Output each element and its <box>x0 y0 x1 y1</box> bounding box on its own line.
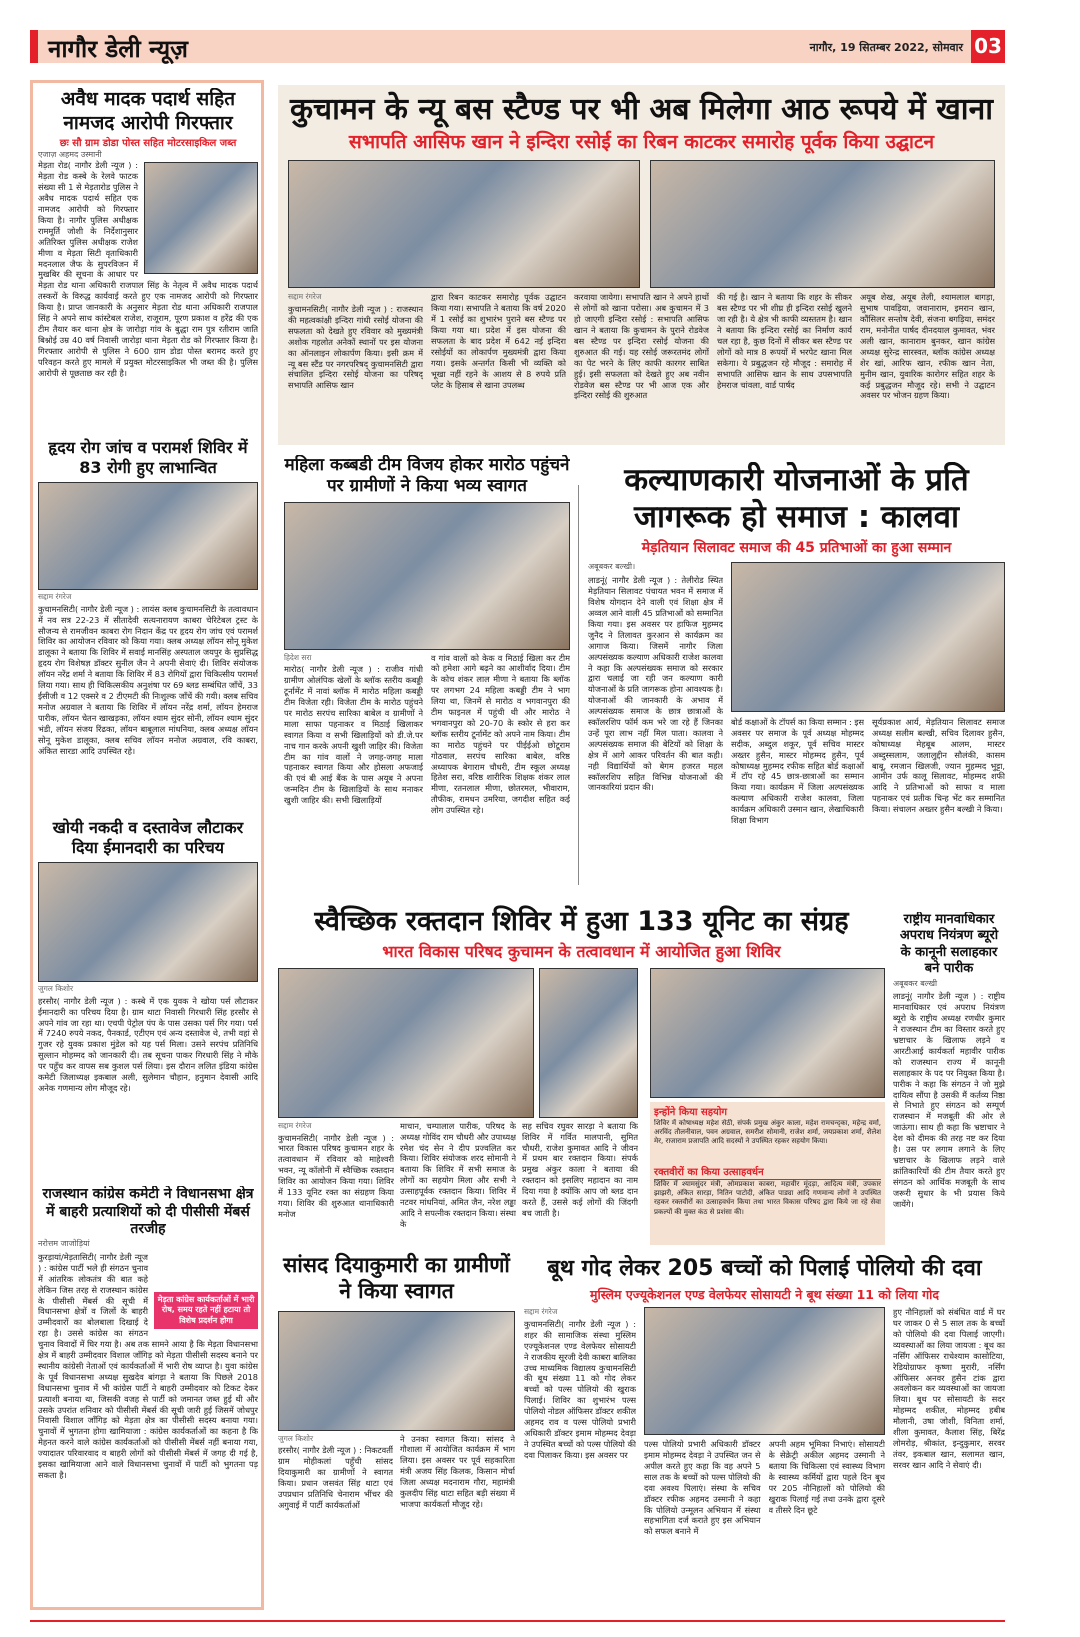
byline: एजाज़ अहमद उस्मानी <box>38 150 102 159</box>
story-polio <box>524 1255 1005 1610</box>
story-columns <box>588 562 1005 887</box>
headline: राष्ट्रीय मानवाधिकार अपराध नियंत्रण ब्यूरो के कानूनी सलाहकार बने पारीक <box>899 912 999 976</box>
blood-text-columns <box>278 1121 638 1245</box>
story-columns <box>278 968 885 1245</box>
police-photo <box>144 162 258 274</box>
highlight-box: मेड़ता कांग्रेस कार्यकर्ताओं में भारी रोष, समय रहते नहीं हटाया तो विशेष प्रदर्शन होगा <box>154 1292 258 1329</box>
story-col-3: सूर्यप्रकाश आर्य, मेड़तियान सिलावट समाज अध्यक्ष सलीम बल्खी, सचिव दिलावर हुसैन, कोषाध्यक्ष मेहबूब आलम, मास्टर अब्दुस्सलाम, जलालुद्दीन सौलंकी, कासम बाबू, रमजान खिलजी, ज्यान मुहम्मद भुट्टा, आमीन उर्फ कालू सिलावट, मोहम्मद शफी आदि ने प्रतिभाओं को साफा व माला पहनाकर एवं प्रतीक चिन्ह भेंट कर सम्मानित किया। संचालन अख्तर हुसैन बल्खी ने किया। <box>872 716 1005 815</box>
blood-camp-photo-3 <box>650 968 885 1098</box>
story-body: कुरड़ायां/मेड़तासिटी( नागौर डेली न्यूज ) : कांग्रेस पार्टी भले ही संगठन चुनाव में आंतरिक लोकतंत्र की बात कहे लेकिन जिस तरह से राजस्थान कांग्रेस के पीसीसी मेंबर्स की सूची में विधानसभा क्षेत्रों व जिलों के बाहरी उम्मीदवारों का बोलबाला दिखाई दे रहा है। उससे कांग्रेस का संगठन चुनाव विवादों में घिर गया है। अब तक सामने आया है कि मेड़ता विधानसभा क्षेत्र में बाहरी उम्मीदवार विशाल जाँगिड़ को मेड़ता पीसीसी सदस्य बनाने पर स्थानीय कांग्रेसी नेताओं एवं कार्यकर्ताओं में भारी रोष व्याप्त है। युवा कांग्रेस के पूर्व विधानसभा अध्यक्ष सुखदेव बांगड़ा ने बताया कि पिछले 2018 विधानसभा चुनाव में भी कांग्रेस पार्टी ने बाहरी उम्मीदवार को टिकट देकर प्रत्याशी बनाया था, जिसकी वजह से पार्टी को जमानत जब्त हुई थी और उसके उपरांत शनिवार को पीसीसी मेंबर्स की सूची जारी हुई जिसमें जोधपुर निवासी विशाल जाँगिड़ को मेड़ता क्षेत्र का पीसीसी सदस्य बनाया गया। चुनावों में भुगतना होगा खामियाजा : कांग्रेस कार्यकर्ताओं का कहना है कि मेहनत करने वाले कांग्रेस कार्यकर्ताओं को पीसीसी मेंबर्स नहीं बनाया गया, ज्यादातर परिवारवाद व बाहरी लोगों को पीसीसी मेंबर्स में जगह दी गई है, इसका खामियाजा आने वाले विधानसभा चुनावों में पार्टी को भुगतना पड़ सकता है। <box>38 1251 258 1481</box>
byline: अबूबकर बल्खी <box>893 979 938 988</box>
story-body: कुचामनसिटी( नागौर डेली न्यूज ) : लायंस क्लब कुचामनसिटी के तत्वावधान में नव सत्र 22-23 में सीतादेवी सत्यनारायण काबरा चेरिटेबल ट्रस्ट के सौजन्य से रामजीवन काबरा रोग निदान केंद्र पर हृदय रोग जांच एवं परामर्श शिविर का आयोजन रविवार को किया गया। क्लब अध्यक्ष लॉयन सोनू मुकेश डालूका ने बताया कि शिविर में सवाई मानसिंह अस्पताल जयपुर के सुप्रसिद्ध हृदय रोग विशेषज्ञ डॉक्टर सुनील जैन ने अपनी सेवाएं दी। शिविर संयोजक लॉयन नरेंद्र शर्मा ने बताया कि शिविर में 83 रोगियों द्वारा चिकित्सीय परामर्श लिया गया। साथ ही चिकित्सकीय अनुशंषा पर 69 ब्लड सम्बंधित जाँचें, 33 ईसीजी व 12 एक्सरे व 2 टीएमटी की निःशुल्क जाँचें की गयी। क्लब सचिव मनोज अग्रवाल ने बताया कि शिविर में लॉयन नरेंद्र शर्मा, लॉयन हेमराज पारीक, लॉयन चेतन खाखड़का, लॉयन श्याम सुंदर सोनी, लॉयन श्याम सुंदर भंडी, लॉयन संजय रिंढका, लॉयन बाबूलाल मांधनिया, क्लब अध्यक्ष लॉयन सोनू मुकेश डालूका, क्लब सचिव लॉयन मनोज अग्रवाल, रवि काबरा, अंकित सारडा आदि उपस्थित रहे। <box>38 603 258 756</box>
story-col-2: बोर्ड कक्षाओं के टॉपर्स का किया सम्मान : इस अवसर पर समाज के पूर्व अध्यक्ष मोहम्मद सदीक, अब्दुल शकूर, पूर्व सचिव मास्टर अख्तर हुसैन, मास्टर मोहम्मद हुसैन, पूर्व कोषाध्यक्ष मुहम्मद रफीक सहित बोर्ड कक्षाओं में टॉप रहे 45 छात्र-छात्राओं का सम्मान किया गया। कार्यक्रम में जिला अल्पसंख्यक कल्याण अधिकारी राजेश कालवा, जिला कार्यक्रम अधिकारी उस्मान खान, लेखाधिकारी शिक्षा विभाग <box>731 716 864 826</box>
kabaddi-photo <box>284 502 570 650</box>
byline: सद्दाम रंगरेज <box>278 1120 312 1130</box>
story-col-1: हरसौर( नागौर डेली न्यूज ) : निकटवर्ती ग्राम मोहीकलां पहुँची सांसद दियाकुमारी का ग्रामीणों ने स्वागत किया। प्रधान जसवंत सिंह थाटा एवं उपप्रधान प्रतिनिधि चेनाराम भींचर की अगुवाई में पार्टी कार्यकर्ताओं <box>278 1445 393 1510</box>
lead-photos <box>288 160 995 288</box>
lead-columns <box>288 292 995 439</box>
blood-photos <box>278 968 638 1118</box>
subheadline: मेड़तियान सिलावट समाज की 45 प्रतिभाओं का हुआ सम्मान <box>641 540 952 557</box>
polio-photo <box>644 1307 885 1435</box>
masthead-accent <box>30 30 38 63</box>
story-col-1-wrap <box>524 1307 636 1610</box>
lead-subheadline: सभापति आसिफ खान ने इन्दिरा रसोई का रिबन काटकर समारोह पूर्वक किया उद्घाटन <box>348 130 935 153</box>
headline: कल्याणकारी योजनाओं के प्रति जागरूक हो समाज : कालवा <box>624 462 969 536</box>
story-col-4: हुए नौनिहालों को संबंधित वार्ड में घर घर जाकर 0 से 5 साल तक के बच्चों को पोलियो की दवा पिलाई जाएगी। व्यवस्थाओं का लिया जायजा : बूथ का नर्सिंग ऑफिसर राधेश्याम कासोटिया, रेडियोग्राफर कृष्णा मुरारी, नर्सिंग ऑफिसर अनवर हुसैन टांक द्वारा अवलोकन कर व्यवस्थाओं का जायजा लिया। बूथ पर सोसायटी के सदर मोहम्मद शकील, मोहम्मद हबीब मौलानी, उषा जोशी, विनिता शर्मा, शीला कुमावत, कैलाश सिंह, बिरेंद्र लोमरोड़, श्रीकांत, इन्दुकुमार, सरवर तंवर, इकबाल खान, सलामत खान, सरवर खान आदि ने सेवाएं दी। <box>893 1307 1005 1470</box>
story-body: मेड़ता रोड( नागौर डेली न्यूज ) : मेड़ता रोड कस्बे के रेलवे फाटक संख्या सी 1 से मेड़तारोड पुलिस ने अवैध मादक पदार्थ सहित एक नामजद आरोपी को गिरफ्तार किया है। नागौर पुलिस अधीक्षक राममूर्ति जोशी के निर्देशानुसार अतिरिक्त पुलिस अधीक्षक राजेश मीणा व मेड़ता सिटी वृताधिकारी मदनलाल जैफ के सुपरविजन में मुखबिर की सूचना के आधार पर मेड़ता रोड थाना अधिकारी राजपाल सिंह के नेतृत्व में अवैध मादक पदार्थ तस्करों के विरुद्ध कार्यवाई करते हुए एक नामजद आरोपी को गिरफ्तार किया है। प्राप्त जानकारी के अनुसार मेड़ता रोड थाना अधिकारी राजपाल सिंह ने अपने साथ कांस्टेबल राजेश, राजूराम, पूरण प्रकाश व हरेंद्र की एक टीम तैयार कर थाना क्षेत्र के जारोड़ा गांव के बुद्धा राम पुत्र रतीराम जाति बिश्नोई उम्र 40 वर्ष निवासी जारोड़ा थाना मेड़ता रोड को गिरफ्तार किया है। गिरफ्तार आरोपी से पुलिस ने 600 ग्राम डोडा पोस्त बरामद करते हुए परिवहन करते हुए मामले में प्रयुक्त मोटरसाइकिल भी जब्त की है। पुलिस आरोपी से पूछताछ कर रही है। <box>38 160 258 378</box>
headline: राजस्थान कांग्रेस कमेटी ने विधानसभा क्षेत्र में बाहरी प्रत्याशियों को दी पीसीसी मेंबर्स तरजीह <box>42 1186 254 1237</box>
story-human-rights <box>893 912 1005 1244</box>
story-middle-block <box>644 1307 885 1610</box>
story-honesty <box>38 818 258 1180</box>
byline: अबूबकर बल्खी। <box>588 561 636 571</box>
heart-camp-photo <box>38 482 258 590</box>
story-columns <box>524 1307 1005 1610</box>
story-subcolumns <box>731 717 1005 887</box>
lead-col-4: की गई है। खान ने बताया कि शहर के सीकर बस स्टैण्ड पर भी शीघ्र ही इन्दिरा रसोई खुलने जा रही है। ये क्षेत्र भी काफी व्यस्ततम है। खान ने बताया कि इन्दिरा रसोई का निर्माण कार्य चल रहा है, कुछ दिनों में सीकर बस स्टैण्ड पर लोगों को मात्र 8 रूपयों में भरपेट खाना मिल सकेगा। ये प्रबुद्धजन रहे मौजूद : समारोह में सभापति आसिफ खान के साथ उपसभापति हेमराज चांवला, वार्ड पार्षद <box>717 292 852 390</box>
subheadline: मुस्लिम एज्यूकेशनल एण्ड वेलफेयर सोसायटी ने बूथ संख्या 11 को लिया गोद <box>589 1286 939 1302</box>
issue-date: नागौर, 19 सितम्बर 2022, सोमवार <box>809 41 963 54</box>
story-col-1-wrap <box>278 1121 394 1245</box>
blood-info-box <box>650 1102 885 1245</box>
blood-camp-photo-1 <box>278 968 534 1118</box>
story-left-block <box>278 968 638 1245</box>
story-col-2: पल्स पोलियो प्रभारी अधिकारी डॉक्टर इमाम मोहम्मद देवड़ा ने उपस्थित जन से अपील करते हुए कहा कि वह अपने 5 साल तक के बच्चों को पल्स पोलियो की दवा अवश्य पिलाएं। संस्था के सचिव डॉक्टर रफीक अहमद उस्मानी ने कहा कि पोलियो उन्मूलन अभियान में संस्था सहभागिता दर्ज कराते हुए इस अभियान को सफल बनाने में <box>644 1439 761 1537</box>
story-mp-welcome <box>278 1252 515 1610</box>
story-col-2: ने उनका स्वागत किया। सांसद ने गौशाला में आयोजित कार्यक्रम में भाग लिया। इस अवसर पर पूर्व सहकारिता मंत्री अजय सिंह किलक, किसान मोर्चा जिला अध्यक्ष मदनाराम गौरा, महामंत्री कुलदीप सिंह थाटा सहित बड़ी संख्या में भाजपा कार्यकर्ता मौजूद रहे। <box>400 1433 515 1509</box>
story-body: लाडनूं( नागौर डेली न्यूज ) : राष्ट्रीय मानवाधिकार एवं अपराध नियंत्रण ब्यूरो के राष्ट्रीय अध्यक्ष रणधीर कुमार ने राजस्थान टीम का विस्तार करते हुए भ्रष्टाचार के खिलाफ लड़ने व आरटीआई कार्यकर्ता महावीर पारीक को राजस्थान राज्य में कानूनी सलाहकार के पद पर नियुक्त किया है। पारीक ने कहा कि संगठन ने जो मुझे दायित्व सौंपा है उसकी मैं कर्तव्य निष्ठा से निभाते हुए संगठन को सम्पूर्ण राजस्थान में मजबूती की ओर ले जाऊंगा। साथ ही कहा कि भ्रष्टाचार ने देश को दीमक की तरह नष्ट कर दिया है। उस पर लगाम लगाने के लिए भ्रष्टाचार के खिलाफ लड़ने वाले क्रांतिकारियों की टीम तैयार करते हुए संगठन को आर्थिक मजबूती के साथ जरूरी सुधार के भी प्रयास किये जायेंगे। <box>893 991 1005 1209</box>
footer-rule <box>30 1620 1005 1622</box>
story-blood-donation <box>278 905 885 1245</box>
story-right-block <box>650 968 885 1245</box>
column-divider <box>578 485 579 885</box>
story-col-1-wrap <box>284 653 423 886</box>
indira-rasoi-photo-2 <box>650 160 995 288</box>
story-col-1-wrap <box>278 1434 393 1611</box>
story-heart-camp <box>38 438 258 816</box>
story-kabaddi <box>284 455 570 885</box>
lead-col-1: कुचामनसिटी( नागौर डेली न्यूज ) : राजस्थान की महत्वकांक्षी इन्दिरा गांधी रसोई योजना की सफलता को देखते हुए रविवार को मुख्यमंत्री अशोक गहलोत अनेकों स्थानों पर इस योजना का ऑनलाइन लोकार्पण किया। इसी क्रम में न्यू बस स्टैंड पर नगरपरिषद् कुचामनसिटी द्वारा संचालित इन्दिरा रसोई योजना का परिषद् सभापति आसिफ खान <box>288 304 423 391</box>
felicitation-photo <box>731 562 1005 712</box>
story-congress <box>38 1186 258 1606</box>
story-col-3: सह सचिव रघुवर सारड़ा ने बताया कि शिविर में गर्वित मालपानी, सुमित चौधरी, राजेश कुमावत आदि ने जीवन में प्रथम बार रक्तदान किया। संपर्क प्रमुख अंकुर काला ने बताया की रक्तदान को इसलिए महादान का नाम दिया गया है क्योंकि आप जो ब्लड दान करते हैं, उससे कई लोगों की जिंदगी बच जाती है। <box>522 1120 638 1218</box>
story-body: हरसौर( नागौर डेली न्यूज ) : कस्बे में एक युवक ने खोया पर्स लौटाकर ईमानदारी का परिचय दिया है। ग्राम थाटा निवासी गिरधारी सिंह हरसौर से अपने गांव जा रहा था। एचपी पेट्रोल पंप के पास उसका पर्स गिर गया। पर्स में 7240 रुपये नकद, पैनकार्ड, एटीएम एवं अन्य दस्तावेज थे, तभी वहां से गुजर रहे युवक प्रकाश मुंडेल को यह पर्स मिला। उसने सरपंच प्रतिनिधि सुल्तान मोहम्मद को जानकारी दी। तब सूचना पाकर गिरधारी सिंह ने मौके पर पहुँच कर वापस सब कुशल पर्स लिया। इस दौरान ललित इंडिया कांग्रेस कमेटी जिलाध्यक्ष इकबाल अली, सुलेमान चौहान, हनुमान देवासी आदि अनेक गणमान्य लोग मौजूद रहे। <box>38 995 258 1093</box>
newspaper-title: नागौर डेली न्यूज़ <box>48 35 188 63</box>
byline: हिदेश सरा <box>284 652 312 662</box>
headline: सांसद दियाकुमारी का ग्रामीणों ने किया स्वागत <box>283 1253 510 1304</box>
headline: हृदय रोग जांच व परामर्श शिविर में 83 रोगी हुए लाभान्वित <box>48 438 248 477</box>
story-right-block <box>731 562 1005 887</box>
story-welfare <box>588 462 1005 887</box>
byline: सद्दाम रंगरेज <box>288 292 322 302</box>
headline: महिला कब्बडी टीम विजय होकर मारोठ पहुंचने पर ग्रामीणों ने किया भव्य स्वागत <box>284 455 570 497</box>
story-col-1: कुचामनसिटी( नागौर डेली न्यूज ) : भारत विकास परिषद कुचामन शहर के तत्वावधान में रविवार को माहेश्वरी भवन, न्यू कॉलोनी में स्वैच्छिक रक्तदान शिविर का आयोजन किया गया। शिविर में 133 यूनिट रक्त का संग्रहण किया गया। शिविर की शुरुआत थानाधिकारी मनोज <box>278 1132 394 1219</box>
story-col-1: लाडनूं( नागौर डेली न्यूज ) : तेलीरोड स्थित मेड़तियान सिलावट पंचायत भवन में समाज में विशेष योगदान देने वाली एवं शिक्षा क्षेत्र में अव्वल आने वाली 45 प्रतिभाओं को सम्मानित किया गया। इस अवसर पर हाफिज मुहम्मद जुनैद ने तिलावत कुरआन से कार्यक्रम का आगाज किया। जिसमें नागौर जिला अल्पसंख्यक कल्याण अधिकारी राजेश कालवा ने कहा कि अल्पसंख्यक समाज को सरकार द्वारा चलाई जा रही जन कल्याण कारी योजनाओं के प्रति जागरूक होना आवश्यक है। योजनाओं की जानकारी के अभाव में अल्पसंख्यक समाज के छात्र छात्राओं के स्कॉलरशिप फॉर्म कम भरे जा रहे हैं जिनका उन्हें पूरा लाभ नहीं मिल पाता। कालवा ने अल्पसंख्यक समाज की बेटियों को शिक्षा के क्षेत्र में आगे आकर परिवर्तन की बात कही। नही विद्यार्थियों को बेगम हजरत महल स्कॉलरशिप सहित विभिन्न योजनाओं की जानकारियां प्रदान की। <box>588 575 723 793</box>
subheadline: छः सौ ग्राम डोडा पोस्त सहित मोटरसाइकिल जब्त <box>59 137 237 149</box>
story-columns <box>284 653 570 886</box>
story-drugs-arrest <box>38 88 258 430</box>
headline: अवैध मादक पदार्थ सहित नामजद आरोपी गिरफ्तार <box>60 88 236 134</box>
story-content <box>38 160 258 430</box>
box-text-donors: शिविर में श्यामसुंदर मंत्री, ओमप्रकाश काबरा, महावीर मूंदड़ा, आदित्य मंत्री, उपकार झाझरी, अंकित सारड़ा, नितिन पाटोदी, अंकित पाड्या आदि गणमान्य लोगों ने उपस्थित रहकर रक्तवीरों का उत्साहवर्धन किया तथा भारत विकास परिषद द्वारा किये जा रहे सेवा प्रकल्पों की मुक्त कंठ से प्रशंसा की। <box>654 1179 881 1216</box>
lead-col-1-wrap <box>288 292 423 439</box>
lead-col-3: करवाया जायेगा। सभापति खान ने अपने हाथों से लोगों को खाना परोसा। अब कुचामन में 3 हो जाएगी इन्दिरा रसोई : सभापति आसिफ खान ने बताया कि कुचामन के पुराने रोडवेज बस स्टैण्ड पर इन्दिरा रसोई योजना की शुरुआत की गई। यह रसोई जरूरतमंद लोगों का पेट भरने के लिए काफी कारगर साबित हुई। इसी सफलता को देखते हुए अब नवीन रोडवेज बस स्टैण्ड पर भी आज एक और इन्दिरा रसोई की शुरुआत <box>574 292 709 401</box>
headline: खोयी नकदी व दस्तावेज लौटाकर दिया ईमानदारी का परिचय <box>52 818 244 857</box>
lead-col-2: द्वारा रिबन काटकर समारोह पूर्वक उद्घाटन किया गया। सभापति ने बताया कि वर्ष 2020 में 1 रसोई का शुभारंभ पुराने बस स्टैण्ड पर किया गया था। प्रदेश में इस योजना की सफलता के बाद प्रदेश में 642 नई इन्दिरा रसोईयों का लोकार्पण मुख्यमंत्री द्वारा किया गया। इसके अन्तर्गत किसी भी व्यक्ति को भूखा नहीं रहने के आशय से 8 रुपये प्रति प्लेट के हिसाब से खाना उपलब्ध <box>431 292 566 390</box>
story-col-3: अपनी अहम भूमिका निभाएं। सोसायटी के सेक्रेट्री अकील अहमद उस्मानी ने बताया कि चिकित्सा एवं स्वास्थ्य विभाग के स्वास्थ्य कर्मियों द्वारा पहले दिन बूथ पर 205 नौनिहालों को पोलियो की खुराक पिलाई गई तथा उनके द्वारा दूसरे व तीसरे दिन छूटे <box>768 1439 885 1515</box>
byline: नरोत्तम जाजोड़ियां <box>38 1238 90 1248</box>
story-columns <box>278 1434 515 1611</box>
page-number: 03 <box>971 30 1005 63</box>
story-content <box>38 1252 258 1606</box>
blood-camp-photo-2 <box>539 968 638 1118</box>
lead-headline: कुचामन के न्यू बस स्टैण्ड पर भी अब मिलेगा आठ रूपये में खाना <box>289 92 993 127</box>
headline: स्वैच्छिक रक्तदान शिविर में हुआ 133 यूनिट का संग्रह <box>314 906 849 937</box>
mp-welcome-photo <box>278 1311 515 1431</box>
story-col-2: व गांव वालों को केक व मिठाई खिला कर टीम को हमेशा आगे बढ़ने का आशीर्वाद दिया। टीम के कोच शंकर लाल मीणा ने बताया कि ब्लॉक पर लगभग 24 महिला कबड्डी टीम ने भाग लिया था, जिनमें से मारोठ व भगवानपुरा की टीम फाइनल में पहुंची थी और मारोठ ने भगवानपुरा को 20-70 के स्कोर से हरा कर ब्लॉक स्तरीय टूर्नामेंट को अपने नाम किया। टीम का मारोठ पहुंचने पर पीईईओ छोटूराम गोठवाल, सरपंच सारिका बाबेल, वरिष्ठ अध्यापक बेगाराम चौधरी, टीम स्कूल अध्यक्ष हितेश सरा, वरिष्ठ शारीरिक शिक्षक शंकर लाल मीणा, रतनलाल मीणा, छोतरमल, भीवाराम, तौफीक, रामधन उमरिया, जगदीश सहित कई लोग उपस्थित रहे। <box>431 652 570 816</box>
box-text-support: शिविर में कोषाध्यक्ष महेश सेठी, संपर्क प्रमुख अंकुर काला, महेश रामचन्द्का, महेन्द्र वर्मा, अरविंद तौलनीवाल, पवन अग्रवाल, समरीश सोमानी, राजेश शर्मा, जयप्रकाश शर्मा, शैलेश मेर, राजाराम प्रजापति आदि सदस्यों ने उपस्थित रहकर सहयोग किया। <box>654 1118 881 1146</box>
box-heading-support: इन्होंने किया सहयोग <box>654 1106 728 1118</box>
story-subcolumns <box>644 1439 885 1610</box>
subheadline: भारत विकास परिषद कुचामन के तत्वावधान में आयोजित हुआ शिविर <box>382 941 781 961</box>
indira-rasoi-photo-1 <box>288 160 640 288</box>
story-col-1: कुचामनसिटी( नागौर डेली न्यूज ) : शहर की सामाजिक संस्था मुस्लिम एज्यूकेशनल एण्ड वेलफेयर सोसायटी ने राजकीय सूरजी देवी काबरा बालिका उच्च माध्यमिक विद्यालय कुचामनसिटी की बूथ संख्या 11 को गोद लेकर बच्चों को पल्स पोलियो की खुराक पिलाई। शिविर का शुभारंभ पल्स पोलियो नोडल ऑफिसर डॉक्टर शकील अहमद राव व पल्स पोलियो प्रभारी अधिकारी डॉक्टर इमाम मोहम्मद देवड़ा ने उपस्थित बच्चों को पल्स पोलियो की दवा पिलाकर किया। इस अवसर पर <box>524 1318 636 1460</box>
box-heading-donors: रक्तवीरों का किया उत्साहवर्धन <box>654 1166 881 1180</box>
honesty-photo <box>38 862 258 982</box>
story-col-1: मारोठ( नागौर डेली न्यूज ) : राजीव गांधी ग्रामीण ओलंपिक खेलों के ब्लॉक स्तरीय कबड्डी टूर्नामेंट में नावां ब्लॉक में मारोठ महिला कबड्डी टीम विजेता रही। विजेता टीम के मारोठ पहुंचने पर मारोठ सरपंच सारिका बाबेल व ग्रामीणों ने माला साफा पहनाकर व मिठाई खिलाकर स्वागत किया व सभी खिलाड़ियों को डी.जे.पर नाच गान करके अपनी खुशी जाहिर की। विजेता टीम का गांव वालों ने जगह-जगह माला पहनाकर स्वागत किया और होसला अफजाई की एवं बी आई बैंक के पास अयूब ने अपना जन्मदिन टीम के खिलाड़ियों के साथ मनाकर खुशी जाहिर की। सभी खिलाड़ियों <box>284 664 423 806</box>
byline: जुगल किशोर <box>278 1433 314 1443</box>
byline: सद्दाम रंगरेज <box>38 592 72 601</box>
lead-col-5: अयूब शेख, अयूब तेली, श्यामलाल बागड़ा, सुभाष पावड़िया, जवानाराम, इमरान खान, कौंसिलर सन्तोष देवी, संजना बगड़िया, समंदर राम, मनोनीत पार्षद दीनदयाल कुमावत, भंवर अली खान, कानाराम बुनकर, खान कांग्रेस अध्यक्ष सुरेन्द्र सारस्वत, ब्लॉक कांग्रेस अध्यक्ष शेर खां, आरिफ खान, रफीक खान नेता, मुनीम खान, युवारिक कारोगर सहित शहर के कई प्रबुद्धजन मौजूद रहे। सभी ने उद्घाटन अवसर पर भोजन ग्रहण किया। <box>860 292 995 401</box>
headline: बूथ गोद लेकर 205 बच्चों को पिलाई पोलियो की दवा <box>547 1256 982 1281</box>
byline: जुगल किशोर <box>38 984 74 993</box>
story-col-1-wrap <box>588 562 723 887</box>
story-col-2: माचान, चम्पालाल पारीक, परिषद के अध्यक्ष गोविंद राम चौधरी और उपाध्यक्ष रमेश चंद सेन ने दीप प्रज्वलित कर किया। शिविर संयोजक शरद सोमानी ने बताया कि शिविर में सभी समाज के लोगों का सहयोग मिला और सभी ने उत्साहपूर्वक रक्तदान किया। शिविर में नटवर मांधनियां, अमित जैन, नरेश लड्ढा आदि ने सपत्नीक रक्तदान किया। संस्था के <box>400 1120 516 1229</box>
masthead <box>30 30 1005 63</box>
lead-story <box>278 85 1005 445</box>
byline: सद्दाम रंगरेज <box>524 1307 558 1317</box>
